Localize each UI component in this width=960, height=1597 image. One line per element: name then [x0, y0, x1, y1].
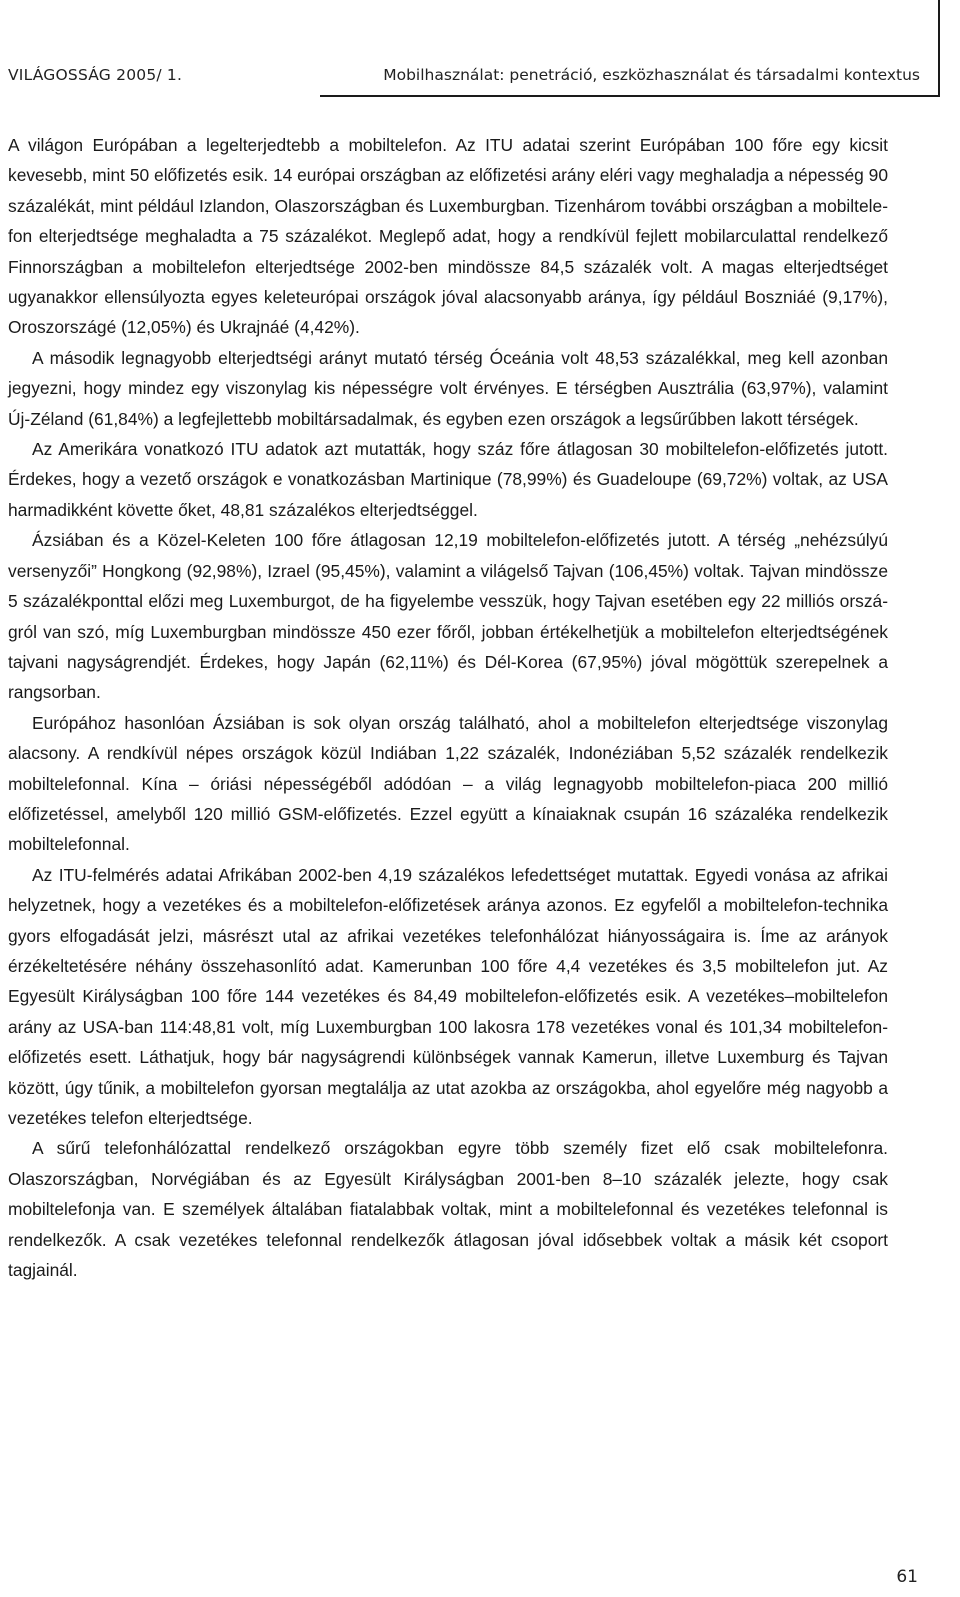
article-body: [8, 130, 888, 1285]
running-head: [8, 66, 938, 96]
paragraph-asia-middle-east: Ázsiában és a Közel-Keleten 100 főre átlagosan 12,19 mobiltelefon-előfizetés jutott. A térség „nehézsúlyú versenyzői” Hongkong (92,98%), Izrael (95,45%), valamint a világelső Tajvan (106,45%) voltak. Tajvan mindössze 5 százalékponttal előzi meg Luxemburgot, de ha figyelembe vesszük, hogy Tajvan esetében egy 22 milliós országról van szó, míg Luxemburgban mindössze 450 ezer főről, jobban értékelhetjük a mobiltelefon elterjedtségének tajvani nagyságrendjét. Érdekes, hogy Japán (62,11%) és Dél-Korea (67,95%) jóval mögöttük szerepelnek a rangsorban.: [8, 530, 888, 703]
paragraph-americas: Az Amerikára vonatkozó ITU adatok azt mutatták, hogy száz főre átlagosan 30 mobiltelefon-előfizetés jutott. Érdekes, hogy a vezető országok e vonatkozásban Martinique (78,99%) és Guadeloupe (69,72%) voltak, az USA harmadikként követte őket, 48,81 százalékos elterjedtséggel.: [8, 439, 888, 520]
journal-issue: VILÁGOSSÁG 2005/ 1.: [8, 66, 183, 84]
paragraph-mobile-only: A sűrű telefonhálózattal rendelkező országokban egyre több személy fizet elő csak mobiltelefonra. Olaszországban, Norvégiában és az Egyesült Királyságban 2001-ben 8–10 százalék jelezte, hogy csak mobiltelefonja van. E személyek általában fiatalabbak voltak, mint a mobiltelefonnal és vezetékes telefonnal is rendelkezők. A csak vezetékes telefonnal rendelkezők átlagosan jóval idősebbek voltak a másik két csoport tagjainál.: [8, 1138, 888, 1281]
paragraph-africa: Az ITU-felmérés adatai Afrikában 2002-ben 4,19 százalékos lefedettséget mutattak. Egyedi vonása az afrikai helyzetnek, hogy a vezetékes és a mobiltelefon-előfizetések aránya azonos. Ez egyfelől a mobiltelefon-technika gyors elfogadását jelzi, másrészt utal az afrikai vezetékes telefonhálózat hiányosságaira is. Íme az arányok érzékeltetésére néhány összehasonlító adat. Kamerunban 100 főre 4,4 vezetékes és 3,5 mobiltelefon jut. Az Egyesült Királyságban 100 főre 144 vezetékes és 84,49 mobiltelefon-előfizetés esik. A vezetékes–mobiltelefon arány az USA-ban 114:48,81 volt, míg Luxemburgban 100 lakosra 178 vezetékes vonal és 101,34 mobiltelefon-előfizetés esett. Láthatjuk, hogy bár nagyságrendi különbségek vannak Kamerun, illetve Luxemburg és Tajvan között, úgy tűnik, a mobiltelefon gyorsan megtalálja az utat azokba az országokba, ahol egyelőre még nagyobb a vezetékes telefon elterjedtsége.: [8, 864, 888, 1128]
header-rule-horizontal: [320, 95, 940, 97]
header-rule-vertical: [938, 0, 940, 96]
paragraph-asia-low-penetration: Európához hasonlóan Ázsiában is sok olyan ország található, ahol a mobiltelefon elterjedtsége viszonylag alacsony. A rendkívül népes országok közül Indiában 1,22 százalék, Indonéziában 5,52 százalék rendelkezik mobiltelefonnal. Kína – óriási népességéből adódóan – a világ legnagyobb mobiltelefon-piaca 200 millió előfizetéssel, amelyből 120 millió GSM-előfizetés. Ezzel együtt a kínaiaknak csupán 16 százaléka rendelkezik mobiltelefonnal.: [8, 712, 888, 855]
paragraph-europe: A világon Európában a legelterjedtebb a mobiltelefon. Az ITU adatai szerint Európában 100 főre egy kicsit kevesebb, mint 50 előfizetés esik. 14 európai országban az előfizetési arány eléri vagy meghaladja a népesség 90 százalékát, mint például Izlandon, Olaszországban és Luxemburgban. Tizenhárom további országban a mobiltelefon elterjedtsége meghaladta a 75 százalékot. Meglepő adat, hogy a rendkívül fejlett mobilarculattal rendelkező Finnországban a mobiltelefon elterjedtsége 2002-ben mindössze 84,5 százalék volt. A magas elterjedtséget ugyanakkor ellensúlyozta egyes keleteurópai országok jóval alacsonyabb aránya, így például Boszniáé (9,17%), Oroszországé (12,05%) és Ukrajnáé (4,42%).: [8, 135, 888, 338]
section-title: Mobilhasználat: penetráció, eszközhasználat és társadalmi kontextus: [383, 66, 920, 84]
paragraph-oceania: A második legnagyobb elterjedtségi arányt mutató térség Óceánia volt 48,53 százalékkal, meg kell azonban jegyezni, hogy mindez egy viszonylag kis népességre volt érvényes. E térségben Ausztrália (63,97%), valamint Új-Zéland (61,84%) a legfejlettebb mobiltársadalmak, és egyben ezen országok a legsűrűbben lakott térségek.: [8, 347, 888, 429]
page-number: 61: [896, 1567, 918, 1587]
